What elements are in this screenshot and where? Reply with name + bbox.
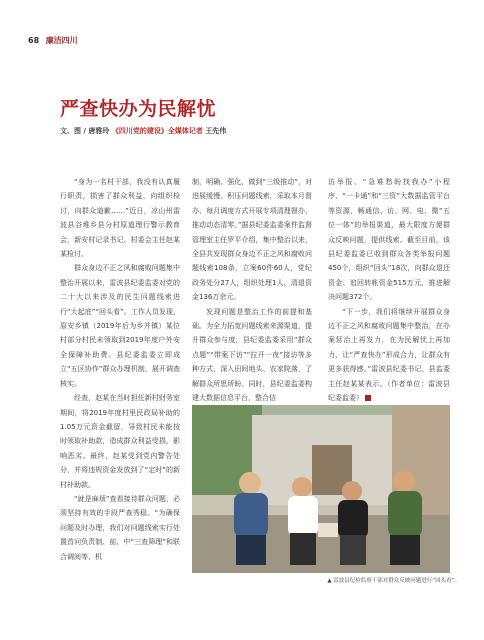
paragraph: 制，明确、强化，做到“三级推动”，对进展缓慢、积压问题线索，采取本月督办、每月调度方式开展专项清理督办，推动动态清零。”据县纪委监委案件监督管理室主任罗平介绍，集中整治以来，全县共发现群众身边不正之风和腐败问题线索108条，立案60件60人，党纪政务处分27人，组织处理1人，清退资金136万余元。 bbox=[192, 178, 312, 302]
page-header bbox=[28, 35, 78, 46]
article-photo bbox=[192, 405, 450, 573]
text-column-1 bbox=[60, 175, 180, 564]
photo-illustration bbox=[192, 405, 450, 573]
photo-caption: ▲ 雷波县纪检监察干部对群众反映问题进行“回头看”。 bbox=[327, 578, 460, 584]
article-title: 严查快办为民解忧 bbox=[60, 98, 217, 120]
byline bbox=[60, 126, 226, 136]
byline-prefix: 文、图 / 唐雅玲 bbox=[60, 127, 110, 135]
text-column-2 bbox=[192, 175, 312, 406]
paragraph-text: “下一步，我们将继续开展群众身边不正之风和腐败问题集中整治，在办案惩治上再发力，在为民解忧上再加力，让“严查快办”形成合力，让群众有更多获得感。”雷波县纪委书记、县监委主任赵某某表示。（作者单位：雷波县纪委监委） bbox=[328, 307, 450, 403]
byline-source: 《四川党的建设》全媒体记者 bbox=[111, 127, 203, 135]
section-name: 廉洁四川 bbox=[45, 36, 78, 45]
paragraph bbox=[328, 305, 450, 406]
paragraph: 群众身边不正之风和腐败问题集中整治开展以来，雷波县纪委监委对党的二十大以来涉及的民生问题线索进行“大起底”“回头看”。工作人员发现，原安乡镇（2019年后为乡并镇）某位村部分村民未领取到2019年度户外安全保障补助费。县纪委监委立即成立“五区协作”群众办理机制，展开调查核实。 bbox=[60, 264, 180, 388]
byline-author: 王先伟 bbox=[205, 127, 227, 135]
page-number: 68 bbox=[28, 36, 40, 45]
paragraph: 发现问题是整治工作的前提和基础。为全力拓宽问题线索来源渠道，提升群众参与度，县纪委监委采用“群众点题”“带案下访”“拉开一夜”接访等多种方式，深入田间地头、农家院落，了解群众所思所盼。同时，县纪委监委构建大数据信息平台，整合信 bbox=[192, 307, 312, 403]
end-mark-icon bbox=[365, 395, 371, 401]
paragraph: “就是麻烦”查看接待群众问题，必须坚持有效的手段严查秀稳。“为确保问题及时办理，我们对问题线索实行处置首问负责制、前、中“三查筛理”和联合调阅等、机 bbox=[60, 494, 180, 561]
text-column-3 bbox=[328, 175, 450, 406]
paragraph: “身为一名村干部，我没有认真履行职责，损害了群众利益，向组织检讨，向群众道歉……”近日，凉山州雷波县谷堆乡县分村原道理行警示教育会，新安村记录书记、村委会主任赵某某检讨。 bbox=[60, 178, 180, 259]
paragraph: 经查，赵某在当时担任新村财务室期间，将2019年度村里民政局补助的1.05万元资金截留，导致村民未能按时领取补助款，造成群众利益受损，影响恶劣。最终，赵某受到党内警告处分，并将违规资金发放到了“定时”的新村补助款。 bbox=[60, 394, 180, 489]
paragraph: 访举报、“急难愁盼找我办”小程序、“一卡通”和“三资”大数据监管平台等资源，畅通信、访、网、电、微“五位一体”的举报渠道，最大限度方便群众反映问题，提供线索。截至目前，该县纪委监委已收到群众各类举报问题450个，组织“回头”18次，向群众退还资金、追回转帐资金515万元，推进解决问题372个。 bbox=[328, 178, 450, 302]
